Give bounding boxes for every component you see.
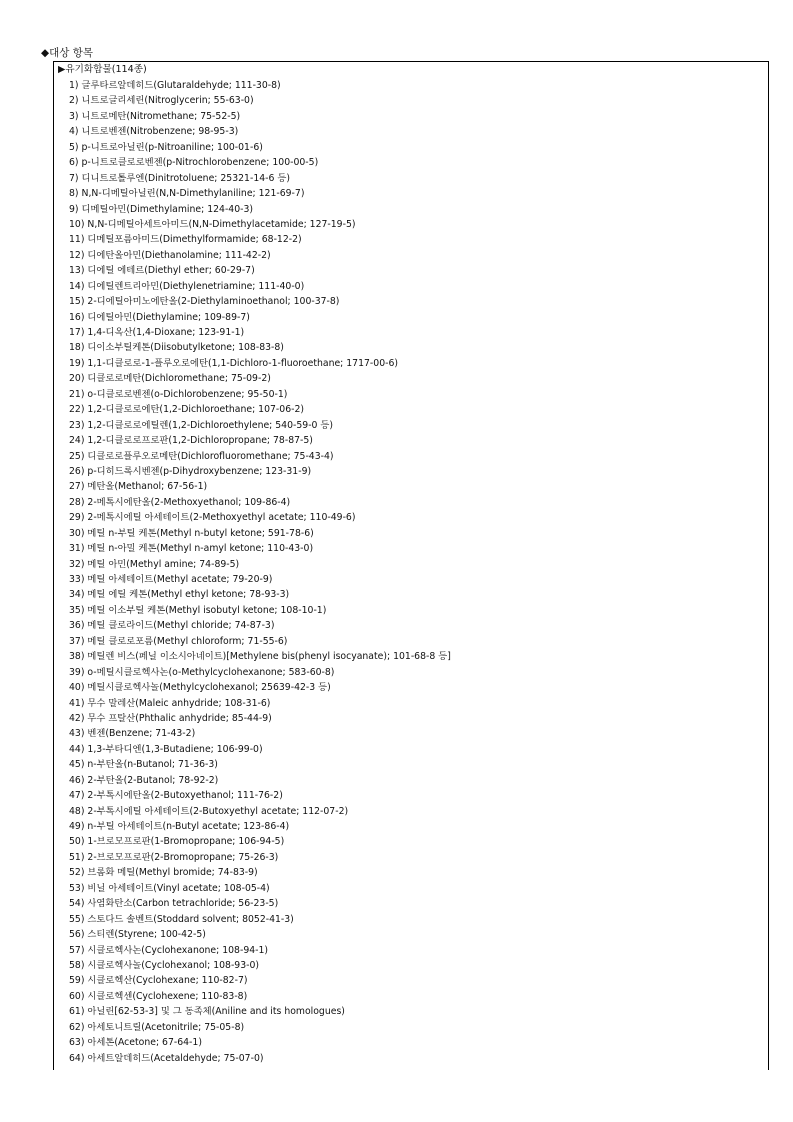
list-item: 28) 2-메톡시에탄올(2-Methoxyethanol; 109-86-4) — [69, 496, 291, 508]
list-item: 31) 메틸 n-아밀 케톤(Methyl n-amyl ketone; 110-43-0) — [69, 543, 314, 555]
list-item: 7) 디니트로톨루엔(Dinitrotoluene; 25321-14-6 등) — [69, 172, 290, 184]
list-item: 32) 메틸 아민(Methyl amine; 74-89-5) — [69, 558, 240, 570]
list-item: 24) 1,2-디클로로프로판(1,2-Dichloropropane; 78-87-5) — [69, 435, 313, 447]
list-item: 10) N,N-디메틸아세트아미드(N,N-Dimethylacetamide; 127-19-5) — [69, 218, 356, 230]
list-item: 29) 2-메톡시에틸 아세테이트(2-Methoxyethyl acetate; 110-49-6) — [69, 512, 356, 524]
list-item: 6) p-니트로클로로벤젠(p-Nitrochlorobenzene; 100-00-5) — [69, 157, 319, 169]
list-item: 46) 2-부탄올(2-Butanol; 78-92-2) — [69, 774, 219, 786]
list-item: 13) 디에틸 에테르(Diethyl ether; 60-29-7) — [69, 265, 255, 277]
list-item: 20) 디클로로메탄(Dichloromethane; 75-09-2) — [69, 373, 271, 385]
list-item: 48) 2-부톡시에틸 아세테이트(2-Butoxyethyl acetate; 112-07-2) — [69, 805, 349, 817]
list-item: 52) 브롬화 메틸(Methyl bromide; 74-83-9) — [69, 867, 258, 879]
list-item: 3) 니트로메탄(Nitromethane; 75-52-5) — [69, 110, 241, 122]
list-item: 11) 디메틸포름아미드(Dimethylformamide; 68-12-2) — [69, 234, 302, 246]
list-item: 30) 메틸 n-부틸 케톤(Methyl n-butyl ketone; 591-78-6) — [69, 527, 314, 539]
list-item: 59) 시클로헥산(Cyclohexane; 110-82-7) — [69, 975, 248, 987]
list-item: 33) 메틸 아세테이트(Methyl acetate; 79-20-9) — [69, 574, 273, 585]
list-item: 4) 니트로벤젠(Nitrobenzene; 98-95-3) — [69, 126, 239, 138]
list-item: 39) o-메틸시클로헥사논(o-Methylcyclohexanone; 583-60-8) — [69, 666, 335, 678]
list-item: 50) 1-브로모프로판(1-Bromopropane; 106-94-5) — [69, 836, 285, 848]
section-title: ◆대상 항목 — [41, 47, 93, 59]
list-item: 35) 메틸 이소부틸 케톤(Methyl isobutyl ketone; 108-10-1) — [69, 604, 327, 616]
list-item: 47) 2-부톡시에탄올(2-Butoxyethanol; 111-76-2) — [69, 790, 283, 802]
list-item: 5) p-니트로아닐린(p-Nitroaniline; 100-01-6) — [69, 141, 263, 153]
list-item: 18) 디이소부틸케톤(Diisobutylketone; 108-83-8) — [69, 342, 284, 354]
substance-list — [69, 78, 451, 1066]
list-item: 34) 메틸 에틸 케톤(Methyl ethyl ketone; 78-93-3) — [69, 589, 290, 601]
list-item: 56) 스티렌(Styrene; 100-42-5) — [69, 929, 206, 941]
list-item: 26) p-디히드록시벤젠(p-Dihydroxybenzene; 123-31-9) — [69, 465, 312, 477]
list-item: 21) o-디클로로벤젠(o-Dichlorobenzene; 95-50-1) — [69, 388, 288, 400]
list-item: 36) 메틸 클로라이드(Methyl chloride; 74-87-3) — [69, 620, 275, 632]
list-item: 53) 비닐 아세테이트(Vinyl acetate; 108-05-4) — [69, 882, 270, 894]
list-item: 62) 아세토니트릴(Acetonitrile; 75-05-8) — [69, 1021, 245, 1033]
list-item: 37) 메틸 클로로포름(Methyl chloroform; 71-55-6) — [69, 635, 288, 647]
list-item: 23) 1,2-디클로로에틸렌(1,2-Dichloroethylene; 540-59-0 등) — [69, 419, 334, 431]
list-item: 12) 디에탄올아민(Diethanolamine; 111-42-2) — [69, 249, 271, 261]
list-item: 1) 글루타르알데히드(Glutaraldehyde; 111-30-8) — [69, 80, 281, 91]
list-item: 38) 메틸렌 비스(페닐 이소시아네이트)[Methylene bis(phenyl isocyanate); 101-68-8 등] — [69, 651, 451, 663]
list-item: 49) n-부틸 아세테이트(n-Butyl acetate; 123-86-4) — [69, 821, 290, 832]
list-item: 15) 2-디에틸아미노에탄올(2-Diethylaminoethanol; 100-37-8) — [69, 296, 340, 308]
list-item: 55) 스토다드 솔벤트(Stoddard solvent; 8052-41-3) — [69, 913, 294, 925]
list-item: 27) 메탄올(Methanol; 67-56-1) — [69, 481, 208, 493]
list-item: 8) N,N-디메틸아닐린(N,N-Dimethylaniline; 121-69-7) — [69, 188, 305, 200]
list-item: 58) 시클로헥사놀(Cyclohexanol; 108-93-0) — [69, 959, 260, 971]
list-item: 60) 시클로헥센(Cyclohexene; 110-83-8) — [69, 990, 248, 1002]
list-item: 63) 아세톤(Acetone; 67-64-1) — [69, 1037, 202, 1049]
list-item: 61) 아닐린[62-53-3] 및 그 동족체(Aniline and its homologues) — [69, 1006, 345, 1018]
list-item: 54) 사염화탄소(Carbon tetrachloride; 56-23-5) — [69, 898, 279, 910]
list-item: 17) 1,4-디옥산(1,4-Dioxane; 123-91-1) — [69, 327, 245, 338]
list-item: 40) 메틸시클로헥사놀(Methylcyclohexanol; 25639-42-3 등) — [69, 682, 331, 694]
substance-list-box — [53, 61, 769, 1070]
list-item: 2) 니트로글리세린(Nitroglycerin; 55-63-0) — [69, 95, 254, 107]
list-item: 51) 2-브로모프로판(2-Bromopropane; 75-26-3) — [69, 851, 279, 863]
list-item: 42) 무수 프탈산(Phthalic anhydride; 85-44-9) — [69, 712, 272, 724]
list-item: 57) 시클로헥사논(Cyclohexanone; 108-94-1) — [69, 944, 269, 956]
list-item: 9) 디메틸아민(Dimethylamine; 124-40-3) — [69, 203, 254, 215]
list-item: 45) n-부탄올(n-Butanol; 71-36-3) — [69, 759, 218, 771]
group-title: ▶유기화합물(114종) — [58, 64, 147, 75]
list-item: 43) 벤젠(Benzene; 71-43-2) — [69, 728, 196, 740]
list-item: 44) 1,3-부타디엔(1,3-Butadiene; 106-99-0) — [69, 743, 263, 755]
list-item: 25) 디클로로플루오로메탄(Dichlorofluoromethane; 75-43-4) — [69, 450, 334, 462]
list-item: 16) 디에틸아민(Diethylamine; 109-89-7) — [69, 311, 250, 323]
list-item: 19) 1,1-디클로로-1-플루오로에탄(1,1-Dichloro-1-fluoroethane; 1717-00-6) — [69, 357, 399, 369]
list-item: 22) 1,2-디클로로에탄(1,2-Dichloroethane; 107-06-2) — [69, 404, 305, 416]
list-item: 14) 디에틸렌트리아민(Diethylenetriamine; 111-40-0) — [69, 280, 305, 292]
list-item: 41) 무수 말레산(Maleic anhydride; 108-31-6) — [69, 697, 271, 709]
list-item: 64) 아세트알데히드(Acetaldehyde; 75-07-0) — [69, 1052, 264, 1064]
